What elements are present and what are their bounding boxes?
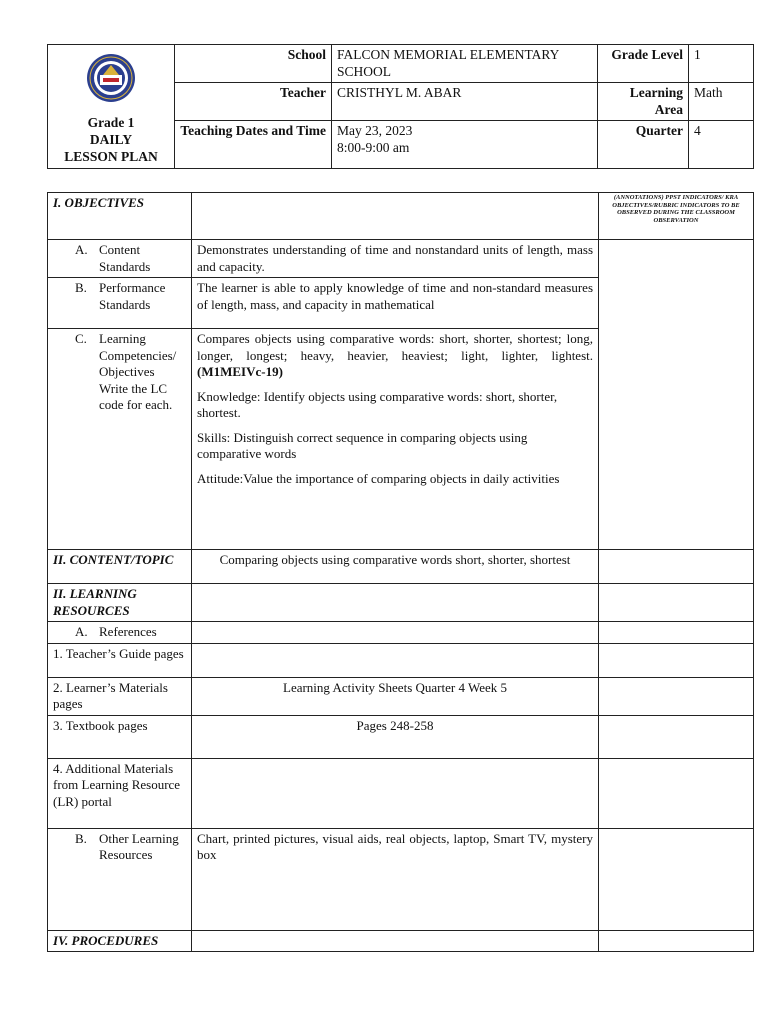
content-standards-label-cell	[48, 240, 192, 278]
grade-level-value: 1	[689, 45, 754, 83]
learning-resources-heading: II. LEARNING RESOURCES	[48, 584, 192, 622]
procedures-blank	[192, 930, 599, 952]
skills-objective: Skills: Distinguish correct sequence in comparing objects using comparative words	[197, 429, 528, 461]
learning-resources-blank	[192, 584, 599, 622]
other-resources-annotation	[599, 828, 754, 930]
other-resources-label: Other Learning Resources	[99, 830, 179, 862]
performance-standards-label-cell	[48, 278, 192, 329]
performance-standards-value: The learner is able to apply knowledge of time and non-standard measures of length, mass, and capacity in mathematical	[192, 278, 599, 329]
learners-materials-label: 2. Learner’s Materials pages	[48, 677, 192, 715]
competencies-label-cell	[48, 329, 192, 550]
teacher-label: Teacher	[175, 83, 332, 121]
knowledge-objective: Knowledge: Identify objects using comparative words: short, shorter, shortest.	[197, 388, 558, 420]
learners-materials-value: Learning Activity Sheets Quarter 4 Week 5	[192, 677, 599, 715]
references-letter: A.	[75, 624, 88, 639]
content-standards-label: Content Standards	[99, 242, 151, 274]
title-grade: Grade 1	[87, 114, 135, 130]
teachers-guide-annotation	[599, 643, 754, 677]
school-label: School	[175, 45, 332, 83]
deped-seal-icon	[86, 53, 136, 103]
textbook-annotation	[599, 715, 754, 758]
references-annotation	[599, 622, 754, 644]
other-resources-label-cell	[48, 828, 192, 930]
other-resources-value: Chart, printed pictures, visual aids, real objects, laptop, Smart TV, mystery box	[192, 828, 599, 930]
quarter-value: 4	[689, 121, 754, 169]
learners-materials-annotation	[599, 677, 754, 715]
procedures-heading: IV. PROCEDURES	[48, 930, 192, 952]
content-topic-heading: II. CONTENT/TOPIC	[48, 550, 192, 584]
competencies-value-paragraph	[197, 331, 593, 381]
learning-area-value: Math	[689, 83, 754, 121]
title-lesson-plan: LESSON PLAN	[64, 148, 158, 164]
dates-value	[332, 121, 598, 169]
annotations-column	[599, 240, 754, 550]
other-resources-letter: B.	[75, 830, 87, 846]
additional-materials-annotation	[599, 758, 754, 828]
time-value: 8:00-9:00 am	[337, 139, 410, 155]
procedures-annotation	[599, 930, 754, 952]
dates-label: Teaching Dates and Time	[175, 121, 332, 169]
objectives-blank	[192, 193, 599, 240]
competencies-letter: C.	[75, 331, 87, 346]
teacher-value: CRISTHYL M. ABAR	[332, 83, 598, 121]
references-blank	[192, 622, 599, 644]
header-table	[47, 44, 754, 169]
additional-materials-label: 4. Additional Materials from Learning Resource (LR) portal	[48, 758, 192, 828]
lesson-table	[47, 192, 754, 952]
competencies-value: Compares objects using comparative words: short, shorter, shortest; long, longer, longest; heavy, heavier, heaviest; light, lighter, lightest.	[197, 331, 593, 363]
references-label: References	[99, 624, 157, 639]
quarter-label: Quarter	[598, 121, 689, 169]
competencies-code: (M1MEIVc-19)	[197, 364, 283, 379]
lesson-plan-title	[53, 114, 169, 165]
performance-standards-letter: B.	[75, 280, 87, 295]
teachers-guide-value	[192, 643, 599, 677]
learning-area-label: Learning Area	[598, 83, 689, 121]
annotations-heading: (ANNOTATIONS) PPST INDICATORS/ KRA OBJECTIVES/RUBRIC INDICATORS TO BE OBSERVED DURING THE CLASSROOM OBSERVATION	[599, 193, 754, 240]
teachers-guide-label: 1. Teacher’s Guide pages	[48, 643, 192, 677]
learning-resources-annotation	[599, 584, 754, 622]
competencies-value-cell	[192, 329, 599, 550]
attitude-objective: Attitude:Value the importance of comparing objects in daily activities	[197, 470, 560, 486]
textbook-label: 3. Textbook pages	[48, 715, 192, 758]
content-standards-letter: A.	[75, 242, 88, 257]
title-daily: DAILY	[89, 131, 133, 147]
performance-standards-label: Performance Standards	[99, 280, 166, 312]
date-value: May 23, 2023	[337, 123, 413, 138]
title-cell	[48, 45, 175, 169]
objectives-heading: I. OBJECTIVES	[48, 193, 192, 240]
additional-materials-value	[192, 758, 599, 828]
grade-level-label: Grade Level	[598, 45, 689, 83]
references-label-cell	[48, 622, 192, 644]
content-topic-annotation	[599, 550, 754, 584]
school-value: FALCON MEMORIAL ELEMENTARY SCHOOL	[332, 45, 598, 83]
textbook-value: Pages 248-258	[192, 715, 599, 758]
content-topic-value: Comparing objects using comparative words short, shorter, shortest	[192, 550, 599, 584]
content-standards-value: Demonstrates understanding of time and nonstandard units of length, mass and capacity.	[192, 240, 599, 278]
competencies-label: Learning Competencies/ Objectives Write the LC code for each.	[99, 331, 177, 412]
